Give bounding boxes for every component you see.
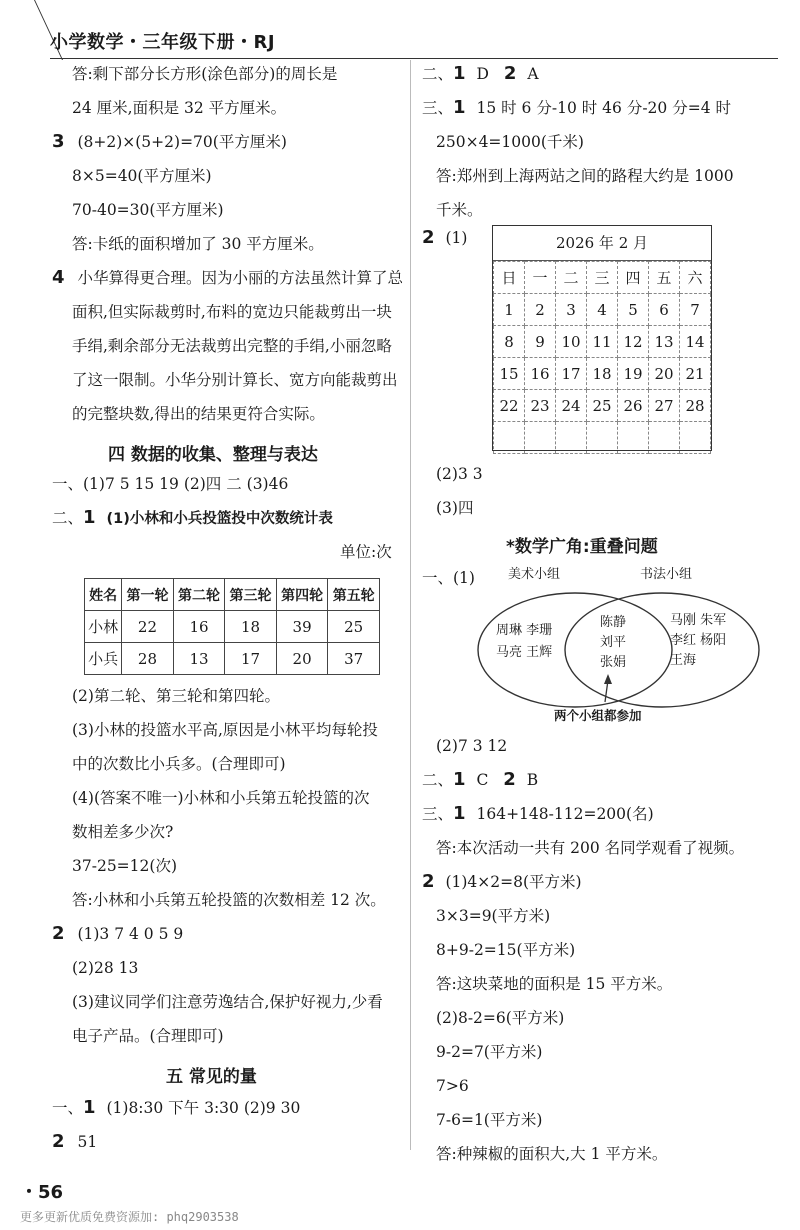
question-number: 1 [83, 507, 96, 528]
part3-q2 [422, 228, 467, 248]
text-line: (2)3 3 [436, 465, 483, 483]
venn-prefix: 一、(1) [422, 569, 475, 587]
day-cell: 13 [649, 326, 680, 358]
text-line: (3)四 [436, 499, 474, 517]
multiple-choice-answers [422, 64, 539, 84]
calendar-week-row [494, 390, 711, 422]
table-header-cell: 姓名 [85, 579, 122, 611]
venn-mid-name: 张娟 [600, 655, 627, 670]
text-line: 中的次数比小兵多。(合理即可) [72, 755, 286, 773]
day-cell: 10 [556, 326, 587, 358]
day-cell [680, 422, 711, 454]
day-cell: 7 [680, 294, 711, 326]
day-cell: 15 [494, 358, 525, 390]
part2-choices [422, 770, 538, 790]
table-header-cell: 第一轮 [122, 579, 174, 611]
day-cell: 22 [494, 390, 525, 422]
venn-left-names: 周琳 李珊 [496, 623, 553, 638]
equation: 8+9-2=15(平方米) [436, 941, 576, 959]
calendar-caption: 2026 年 2 月 [493, 226, 711, 261]
table-cell: 18 [225, 611, 277, 643]
day-cell: 27 [649, 390, 680, 422]
equation: 37-25=12(次) [72, 857, 177, 875]
table-cell: 小兵 [85, 643, 122, 675]
text-line: 51 [77, 1133, 98, 1151]
stats-table [84, 578, 380, 675]
day-cell [525, 422, 556, 454]
day-cell: 21 [680, 358, 711, 390]
question-number: 1 [83, 1097, 96, 1118]
weekday-cell: 一 [525, 262, 556, 294]
text-line: (2)7 3 12 [436, 737, 508, 755]
weekday-cell: 三 [587, 262, 618, 294]
watermark-text: 更多更新优质免费资源加: phq2903538 [20, 1210, 239, 1224]
answer-line: 千米。 [436, 201, 483, 219]
part-prefix: 二、 [422, 65, 454, 83]
venn-mid-name: 刘平 [600, 635, 627, 650]
venn-right-names: 李红 杨阳 [670, 633, 727, 648]
day-cell: 3 [556, 294, 587, 326]
answer-line: 答:本次活动一共有 200 名同学观看了视频。 [436, 839, 745, 857]
question-number: 1 [453, 803, 466, 824]
day-cell [494, 422, 525, 454]
question-number: 2 [503, 63, 517, 84]
question-2 [52, 924, 183, 944]
equation: (2)8-2=6(平方米) [436, 1009, 565, 1027]
text-line: (3)小林的投篮水平高,原因是小林平均每轮投 [72, 721, 378, 739]
question-number: 2 [422, 227, 435, 248]
text-line: (2)第二轮、第三轮和第四轮。 [72, 687, 280, 705]
answer-line: 答:郑州到上海两站之间的路程大约是 1000 [436, 167, 734, 185]
part-prefix: 三、 [422, 805, 454, 823]
venn-arrow-head [604, 674, 612, 684]
answer-line: 答:小林和小兵第五轮投篮的次数相差 12 次。 [72, 891, 386, 909]
table-header-cell: 第五轮 [328, 579, 380, 611]
text-line: 数相差多少次? [72, 823, 174, 841]
choice-answer: A [527, 65, 539, 83]
part3-q1 [422, 98, 731, 118]
day-cell: 19 [618, 358, 649, 390]
weekday-cell: 六 [680, 262, 711, 294]
day-cell [587, 422, 618, 454]
equation: (1)4×2=8(平方米) [445, 873, 582, 891]
choice-answer: C [476, 771, 489, 789]
question-number: 1 [453, 63, 466, 84]
day-cell: 23 [525, 390, 556, 422]
day-cell: 8 [494, 326, 525, 358]
section-title-5: 五 常见的量 [166, 1067, 257, 1087]
table-cell: 17 [225, 643, 277, 675]
calendar-week-row [494, 326, 711, 358]
venn-right-circle [565, 593, 759, 707]
venn-right-label: 书法小组 [640, 567, 693, 582]
equation: 9-2=7(平方米) [436, 1043, 543, 1061]
answer-line: 答:剩下部分长方形(涂色部分)的周长是 [72, 65, 338, 83]
part-prefix: 三、 [422, 99, 454, 117]
equation: 15 时 6 分-10 时 46 分-20 分=4 时 [476, 99, 731, 117]
question-4 [52, 268, 403, 288]
day-cell: 9 [525, 326, 556, 358]
table-cell: 28 [122, 643, 174, 675]
calendar-week-row [494, 358, 711, 390]
weekday-cell: 二 [556, 262, 587, 294]
venn-diagram [470, 560, 770, 730]
day-cell: 25 [587, 390, 618, 422]
answer-line: 24 厘米,面积是 32 平方厘米。 [72, 99, 287, 117]
answer-line: 答:卡纸的面积增加了 30 平方厘米。 [72, 235, 324, 253]
question-number: 2 [422, 871, 435, 892]
book-title: 小学数学・三年级下册・RJ [50, 32, 276, 53]
equation: 7-6=1(平方米) [436, 1111, 543, 1129]
day-cell: 24 [556, 390, 587, 422]
calendar [492, 225, 712, 451]
table-cell: 39 [276, 611, 328, 643]
equation: 164+148-112=200(名) [476, 805, 654, 823]
table-cell: 20 [276, 643, 328, 675]
table-cell: 16 [173, 611, 225, 643]
section4-part1: 一、(1)7 5 15 19 (2)四 二 (3)46 [52, 475, 289, 493]
table-cell: 13 [173, 643, 225, 675]
venn-left-names: 马亮 王辉 [496, 645, 553, 660]
question-number: 1 [453, 769, 466, 790]
page-number: ・56 [20, 1182, 64, 1203]
calendar-weekday-row [494, 262, 711, 294]
choice-answer: B [526, 771, 539, 789]
equation: 7>6 [436, 1077, 469, 1095]
equation: 70-40=30(平方厘米) [72, 201, 224, 219]
day-cell [618, 422, 649, 454]
question-number: 4 [52, 267, 65, 288]
calendar-grid [493, 261, 711, 454]
choice-answer: D [476, 65, 489, 83]
table-header-cell: 第三轮 [225, 579, 277, 611]
day-cell: 6 [649, 294, 680, 326]
table-row [85, 643, 380, 675]
day-cell: 11 [587, 326, 618, 358]
day-cell: 20 [649, 358, 680, 390]
part-prefix: 二、 [422, 771, 454, 789]
calendar-week-row [494, 422, 711, 454]
day-cell [556, 422, 587, 454]
calendar-week-row [494, 294, 711, 326]
part3-q1b [422, 804, 654, 824]
text-line: 面积,但实际裁剪时,布料的宽边只能裁剪出一块 [72, 303, 392, 321]
section-title-overlap: *数学广角:重叠问题 [506, 537, 658, 557]
question-number: 2 [52, 923, 65, 944]
table-header-cell: 第四轮 [276, 579, 328, 611]
header-rule [50, 58, 778, 59]
day-cell: 12 [618, 326, 649, 358]
column-divider [410, 60, 411, 1150]
text-line: 电子产品。(合理即可) [72, 1027, 224, 1045]
page-header [38, 22, 778, 62]
table-header-row [85, 579, 380, 611]
section5-q2 [52, 1132, 97, 1152]
table-caption: (1)小林和小兵投篮投中次数统计表 [106, 511, 333, 527]
day-cell: 5 [618, 294, 649, 326]
venn-mid-name: 陈静 [600, 615, 627, 630]
day-cell: 4 [587, 294, 618, 326]
table-cell: 37 [328, 643, 380, 675]
venn-right-names: 王海 [670, 653, 697, 668]
equation: 3×3=9(平方米) [436, 907, 551, 925]
day-cell: 14 [680, 326, 711, 358]
text-line: (1)8:30 下午 3:30 (2)9 30 [106, 1099, 301, 1117]
equation: 8×5=40(平方厘米) [72, 167, 212, 185]
venn-left-label: 美术小组 [508, 567, 561, 582]
table-row [85, 611, 380, 643]
text-line: (3)建议同学们注意劳逸结合,保护好视力,少看 [72, 993, 383, 1011]
text-line: 的完整块数,得出的结果更符合实际。 [72, 405, 325, 423]
venn-right-names: 马刚 朱军 [670, 613, 727, 628]
answer-line: 答:种辣椒的面积大,大 1 平方米。 [436, 1145, 668, 1163]
day-cell: 1 [494, 294, 525, 326]
table-cell: 小林 [85, 611, 122, 643]
day-cell: 17 [556, 358, 587, 390]
section5-part1 [52, 1098, 300, 1118]
part-prefix: 二、 [52, 509, 84, 527]
text-line: (1)3 7 4 0 5 9 [77, 925, 184, 943]
table-cell: 22 [122, 611, 174, 643]
day-cell: 26 [618, 390, 649, 422]
answer-line: 答:这块菜地的面积是 15 平方米。 [436, 975, 673, 993]
table-header-cell: 第二轮 [173, 579, 225, 611]
weekday-cell: 四 [618, 262, 649, 294]
day-cell: 18 [587, 358, 618, 390]
equation: (8+2)×(5+2)=70(平方厘米) [77, 133, 287, 151]
day-cell: 2 [525, 294, 556, 326]
table-cell: 25 [328, 611, 380, 643]
venn-caption: 两个小组都参加 [554, 708, 642, 723]
day-cell: 16 [525, 358, 556, 390]
question-3 [52, 132, 287, 152]
sub-label: (1) [445, 229, 468, 247]
question-number: 2 [503, 769, 516, 790]
part3-q2b [422, 872, 582, 892]
text-line: (4)(答案不唯一)小林和小兵第五轮投篮的次 [72, 789, 370, 807]
text-line: (2)28 13 [72, 959, 139, 977]
part-prefix: 一、 [52, 1099, 84, 1117]
weekday-cell: 五 [649, 262, 680, 294]
text-line: 小华算得更合理。因为小丽的方法虽然计算了总 [77, 269, 403, 287]
unit-label: 单位:次 [340, 543, 392, 561]
section-title-4: 四 数据的收集、整理与表达 [108, 445, 318, 465]
section4-part2 [52, 508, 333, 529]
question-number: 3 [52, 131, 65, 152]
question-number: 2 [52, 1131, 65, 1152]
weekday-cell: 日 [494, 262, 525, 294]
text-line: 了这一限制。小华分别计算长、宽方向能裁剪出 [72, 371, 398, 389]
equation: 250×4=1000(千米) [436, 133, 584, 151]
day-cell [649, 422, 680, 454]
day-cell: 28 [680, 390, 711, 422]
text-line: 手绢,剩余部分无法裁剪出完整的手绢,小丽忽略 [72, 337, 392, 355]
question-number: 1 [453, 97, 466, 118]
